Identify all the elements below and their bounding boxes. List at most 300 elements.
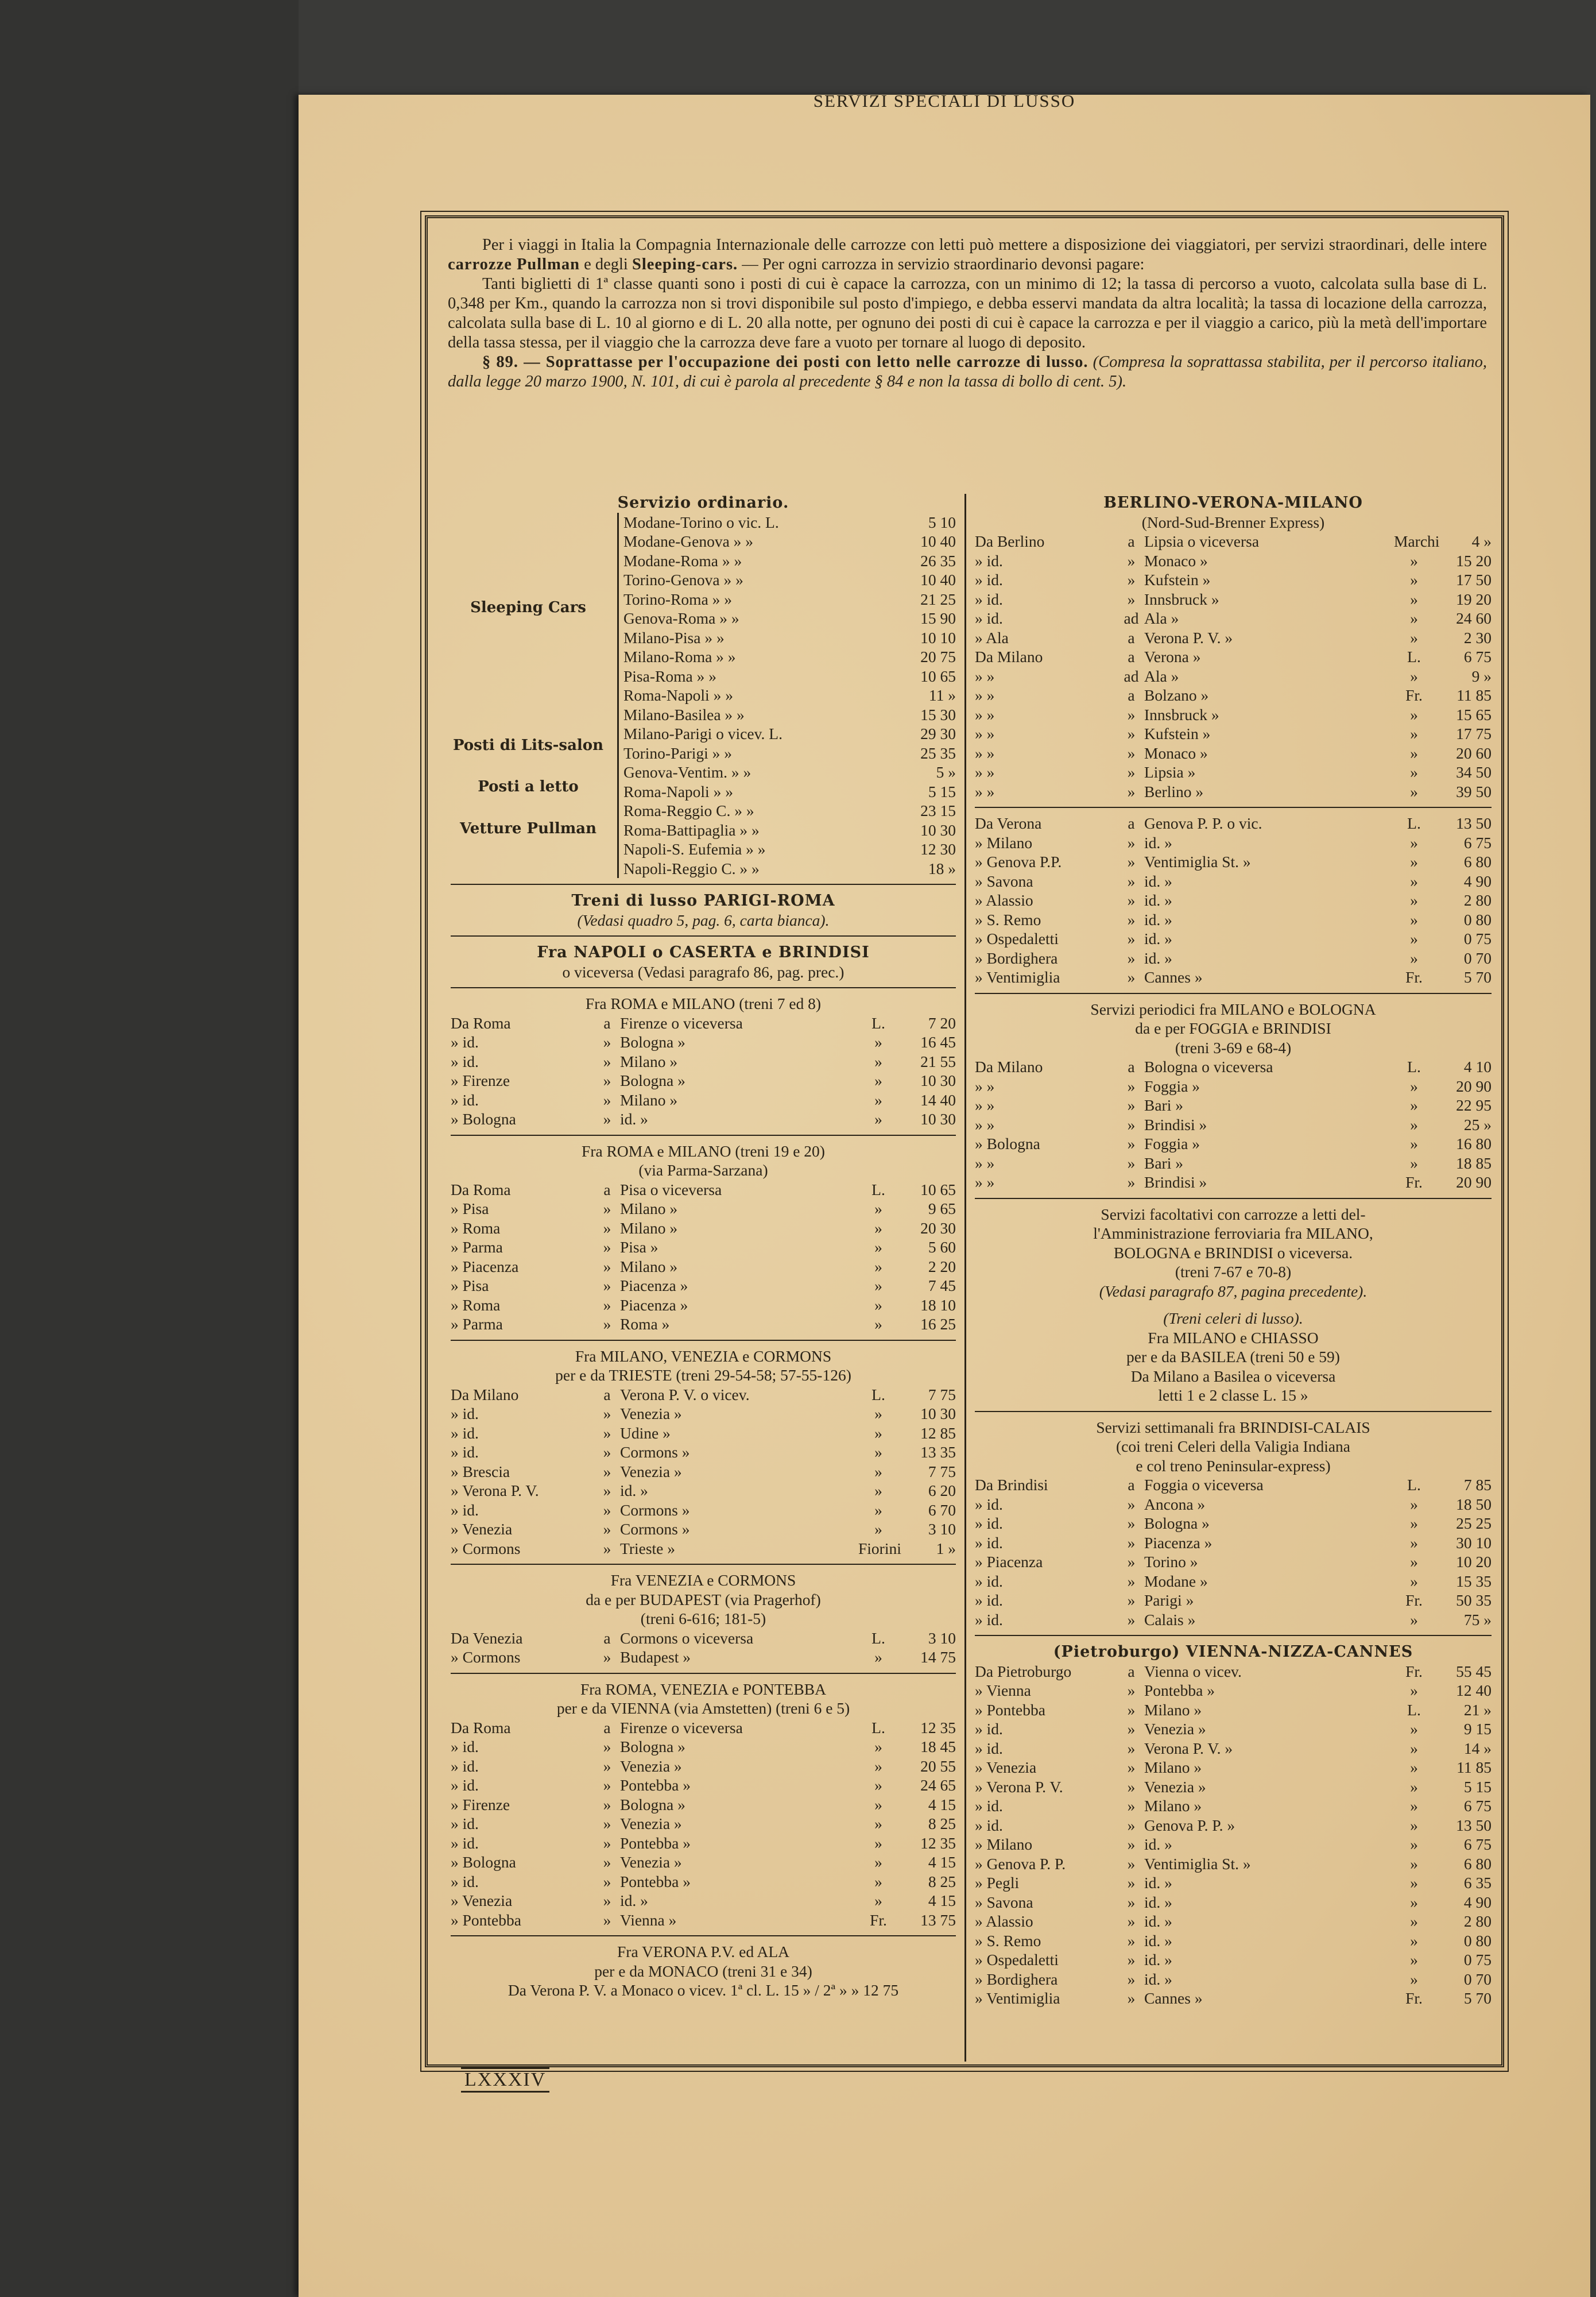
destination: Innsbruck » — [1144, 705, 1219, 724]
table-row — [451, 1911, 956, 1930]
roma-milano-2-sub: (via Parma-Sarzana) — [638, 1161, 768, 1179]
origin: » Ospedaletti — [975, 930, 1059, 948]
section-89-heading: § 89. — Soprattasse per l'occupazione dei posti con letto nelle carrozze di lusso. (Compresa la soprattassa stabilita, per il percorso italiano, dalla legge 20 marzo 1900, N. 101, di cui è parola al precedente § 84 e non la tassa di bollo di cent. 5). — [448, 353, 1487, 390]
connector: » — [1127, 910, 1136, 929]
destination: Bologna » — [620, 1795, 685, 1813]
destination: Venezia » — [620, 1462, 682, 1480]
connector: ad — [1124, 667, 1139, 685]
destination: id. » — [1144, 872, 1172, 890]
table-row — [451, 1872, 956, 1892]
origin: » Brescia — [451, 1462, 510, 1480]
fare: 6 75 — [1463, 648, 1492, 666]
table-row — [451, 1737, 956, 1757]
destination: Milano » — [620, 1200, 678, 1217]
fare: 30 10 — [1456, 1533, 1492, 1552]
connector: » — [1127, 1096, 1136, 1114]
vienna-title: Fra ROMA, VENEZIA e PONTEBBA — [580, 1680, 827, 1698]
destination: Milano » — [620, 1052, 678, 1070]
table-row — [975, 1854, 1492, 1874]
table-row — [451, 1033, 956, 1052]
servizio-row — [623, 724, 956, 744]
fare: 7 85 — [1463, 1476, 1492, 1494]
connector: ad — [1124, 609, 1139, 627]
origin: » id. — [975, 590, 1003, 608]
table-row — [451, 1481, 956, 1501]
fare: 50 35 — [1456, 1591, 1492, 1609]
table-row — [451, 1199, 956, 1219]
connector: » — [603, 1296, 611, 1314]
connector: a — [603, 1014, 611, 1032]
currency: » — [1410, 1970, 1418, 1988]
fare: 15 65 — [1456, 705, 1492, 724]
connector: » — [603, 1911, 611, 1929]
table-row — [451, 1109, 956, 1129]
destination: id. » — [620, 1482, 648, 1499]
destination: id. » — [620, 1892, 648, 1909]
roma-milano-2-table — [451, 1180, 956, 1334]
destination: Trieste » — [620, 1539, 676, 1557]
roma-milano-title: Fra ROMA e MILANO (treni 7 ed 8) — [585, 995, 822, 1012]
table-row — [975, 1057, 1492, 1077]
cannes-title: (Pietroburgo) VIENNA-NIZZA-CANNES — [1053, 1643, 1413, 1661]
connector: » — [603, 1482, 611, 1499]
destination: Venezia » — [1144, 1777, 1206, 1796]
destination: Cormons o viceversa — [620, 1629, 754, 1647]
table-row — [975, 1931, 1492, 1951]
table-row — [451, 1314, 956, 1334]
table-row — [975, 1533, 1492, 1553]
fare: 17 50 — [1456, 571, 1492, 589]
currency: » — [874, 1033, 882, 1051]
price: 5 » — [936, 763, 956, 781]
currency: Fr. — [1405, 1662, 1423, 1680]
fare: 9 » — [1471, 667, 1492, 685]
connector: » — [1127, 949, 1136, 967]
vienna-sub: per e da VIENNA (via Amstetten) (treni 6 e 5) — [556, 1699, 850, 1717]
price: 10 40 — [920, 532, 956, 550]
table-row — [451, 1257, 956, 1277]
table-row — [975, 1777, 1492, 1797]
destination: id. » — [1144, 930, 1172, 948]
currency: » — [1410, 1777, 1418, 1796]
table-row — [975, 570, 1492, 590]
servizio-row — [623, 744, 956, 763]
destination: Pisa » — [620, 1238, 658, 1256]
price: 10 65 — [920, 667, 956, 685]
currency: L. — [1407, 1058, 1421, 1076]
fare: 12 40 — [1456, 1681, 1492, 1699]
origin: » Genova P.P. — [975, 853, 1062, 871]
destination: id. » — [1144, 1970, 1172, 1988]
origin: » Ospedaletti — [975, 1951, 1059, 1969]
currency: » — [874, 1424, 882, 1442]
currency: Fr. — [1405, 968, 1423, 986]
fare: 21 » — [1463, 1700, 1492, 1719]
connector: » — [1127, 1893, 1136, 1911]
destination: Bolzano » — [1144, 686, 1209, 704]
destination: Parigi » — [1144, 1591, 1194, 1609]
price: 10 10 — [920, 628, 956, 647]
route: Roma-Reggio C. » » — [623, 802, 754, 819]
connector: a — [1128, 814, 1135, 832]
origin: » id. — [975, 1610, 1003, 1629]
table-row — [975, 1572, 1492, 1591]
fare: 25 25 — [1456, 1514, 1492, 1532]
origin: » id. — [451, 1738, 479, 1755]
connector: » — [1127, 872, 1136, 890]
right-column — [975, 493, 1492, 2013]
fare: 0 70 — [1463, 949, 1492, 967]
servizio-row — [623, 513, 956, 532]
table-row — [975, 667, 1492, 686]
currency: » — [874, 1872, 882, 1890]
connector: » — [603, 1219, 611, 1237]
route: Genova-Roma » » — [623, 609, 739, 627]
fare: 8 25 — [928, 1872, 956, 1890]
route: Modane-Genova » » — [623, 532, 754, 550]
currency: » — [874, 1795, 882, 1813]
table-row — [451, 1443, 956, 1462]
destination: Verona P. V. » — [1144, 1739, 1233, 1757]
fare: 55 45 — [1456, 1662, 1492, 1680]
table-row — [975, 1077, 1492, 1096]
origin: Da Venezia — [451, 1629, 523, 1647]
route: Genova-Ventim. » » — [623, 763, 751, 781]
connector: » — [603, 1539, 611, 1557]
destination: Calais » — [1144, 1610, 1196, 1629]
currency: » — [1410, 782, 1418, 801]
origin: » Venezia — [451, 1892, 513, 1909]
origin: » » — [975, 1077, 995, 1095]
brindisi-trains: (treni 3-69 e 68-4) — [1175, 1038, 1292, 1057]
facoltativi-line-5: (Vedasi paragrafo 87, pagina precedente). — [1099, 1282, 1368, 1300]
price: 23 15 — [920, 802, 956, 819]
destination: Lipsia » — [1144, 763, 1196, 781]
table-row — [451, 1539, 956, 1559]
table-row — [451, 1462, 956, 1482]
table-row — [451, 1238, 956, 1257]
table-row — [975, 891, 1492, 910]
connector: » — [603, 1892, 611, 1909]
connector: » — [603, 1872, 611, 1890]
currency: » — [874, 1052, 882, 1070]
fare: 3 10 — [928, 1520, 956, 1538]
servizio-row — [623, 763, 956, 782]
column-divider — [964, 494, 966, 2062]
origin: Da Milano — [975, 648, 1043, 666]
destination: Verona » — [1144, 648, 1201, 666]
destination: id. » — [1144, 1931, 1172, 1950]
connector: » — [1127, 968, 1136, 986]
destination: Ventimiglia St. » — [1144, 1854, 1251, 1873]
fare: 8 25 — [928, 1815, 956, 1832]
currency: » — [874, 1757, 882, 1775]
fare: 14 40 — [920, 1091, 956, 1109]
fare: 4 15 — [928, 1853, 956, 1871]
origin: » id. — [451, 1405, 479, 1422]
destination: Milano » — [1144, 1700, 1202, 1719]
table-row — [975, 686, 1492, 705]
table-row — [975, 949, 1492, 968]
origin: » id. — [975, 609, 1003, 627]
currency: » — [874, 1219, 882, 1237]
fare: 13 75 — [920, 1911, 956, 1929]
fare: 0 75 — [1463, 1951, 1492, 1969]
destination: Venezia » — [620, 1405, 682, 1422]
fare: 20 30 — [920, 1219, 956, 1237]
connector: » — [1127, 1854, 1136, 1873]
origin: Da Verona — [975, 814, 1042, 832]
fare: 5 70 — [1463, 1989, 1492, 2007]
connector: » — [1127, 1115, 1136, 1134]
fare: 4 10 — [1463, 1058, 1492, 1076]
fare: 10 30 — [920, 1110, 956, 1128]
fare: 6 80 — [1463, 1854, 1492, 1873]
origin: » Genova P. P. — [975, 1854, 1066, 1873]
table-row — [975, 1758, 1492, 1777]
intro-text — [448, 235, 1487, 392]
table-row — [451, 1180, 956, 1200]
route: Napoli-S. Eufemia » » — [623, 840, 766, 858]
napoli-brindisi-note: o viceversa (Vedasi paragrafo 86, pag. prec.) — [562, 962, 845, 981]
price: 21 25 — [920, 590, 956, 608]
destination: Roma » — [620, 1315, 670, 1333]
destination: Cannes » — [1144, 1989, 1203, 2007]
fare: 9 65 — [928, 1200, 956, 1217]
chiasso-line-1: Fra MILANO e CHIASSO — [1148, 1328, 1319, 1347]
servizio-row — [623, 859, 956, 879]
connector: » — [1127, 1758, 1136, 1776]
connector: » — [603, 1648, 611, 1666]
connector: » — [1127, 1681, 1136, 1699]
fare: 21 55 — [920, 1052, 956, 1070]
origin: » id. — [975, 1533, 1003, 1552]
connector: » — [1127, 763, 1136, 781]
connector: » — [1127, 1154, 1136, 1172]
connector: » — [603, 1815, 611, 1832]
table-row — [451, 1296, 956, 1315]
left-column — [451, 493, 956, 2000]
connector: » — [1127, 590, 1136, 608]
budapest-table — [451, 1629, 956, 1667]
fare: 24 65 — [920, 1776, 956, 1794]
connector: a — [1128, 648, 1135, 666]
destination: Lipsia o viceversa — [1144, 532, 1260, 550]
destination: Bologna » — [620, 1738, 685, 1755]
table-row — [451, 1776, 956, 1795]
origin: » Savona — [975, 872, 1033, 890]
table-row — [975, 833, 1492, 853]
destination: id. » — [620, 1110, 648, 1128]
connector: » — [603, 1757, 611, 1775]
price: 10 30 — [920, 821, 956, 839]
currency: » — [1410, 609, 1418, 627]
table-row — [975, 532, 1492, 551]
table-row — [451, 1501, 956, 1520]
origin: » Cormons — [451, 1539, 521, 1557]
origin: » Pisa — [451, 1200, 489, 1217]
table-row — [451, 1853, 956, 1872]
vienna-table — [451, 1718, 956, 1930]
table-row — [451, 1404, 956, 1424]
fare: 3 10 — [928, 1629, 956, 1647]
destination: Berlino » — [1144, 782, 1204, 801]
route: Milano-Parigi o vicev. L. — [623, 725, 782, 743]
connector: » — [1127, 1572, 1136, 1590]
table-row — [975, 1835, 1492, 1854]
price: 15 30 — [920, 705, 956, 724]
destination: Bari » — [1144, 1154, 1183, 1172]
destination: id. » — [1144, 1893, 1172, 1911]
destination: Cannes » — [1144, 968, 1203, 986]
currency: » — [1410, 1720, 1418, 1738]
table-row — [975, 1719, 1492, 1739]
origin: » id. — [451, 1757, 479, 1775]
fare: 7 75 — [928, 1385, 956, 1403]
currency: » — [1410, 1681, 1418, 1699]
currency: » — [1410, 1797, 1418, 1815]
roma-milano-2-title: Fra ROMA e MILANO (treni 19 e 20) — [582, 1142, 825, 1160]
currency: » — [1410, 1835, 1418, 1853]
connector: » — [603, 1501, 611, 1519]
calais-title: Servizi settimanali fra BRINDISI-CALAIS — [1096, 1418, 1370, 1436]
running-head: SERVIZI SPECIALI DI LUSSO — [813, 91, 1076, 111]
fare: 18 50 — [1456, 1495, 1492, 1513]
route: Napoli-Reggio C. » » — [623, 859, 760, 877]
destination: Ventimiglia St. » — [1144, 853, 1251, 871]
origin: » » — [975, 725, 995, 743]
ala-sub: per e da MONACO (treni 31 e 34) — [594, 1962, 812, 1980]
currency: » — [1410, 1758, 1418, 1776]
currency: » — [874, 1238, 882, 1256]
destination: Venezia » — [620, 1815, 682, 1832]
connector: » — [603, 1462, 611, 1480]
fare: 4 15 — [928, 1892, 956, 1909]
destination: Firenze o viceversa — [620, 1718, 743, 1737]
connector: » — [1127, 1720, 1136, 1738]
table-row — [975, 763, 1492, 782]
fare: 15 20 — [1456, 551, 1492, 570]
connector: » — [603, 1257, 611, 1275]
origin: » id. — [975, 1816, 1003, 1834]
origin: » » — [975, 667, 995, 685]
fare: 24 60 — [1456, 609, 1492, 627]
servizio-row — [623, 590, 956, 609]
origin: » » — [975, 1173, 995, 1191]
origin: Da Milano — [451, 1385, 519, 1403]
berlino-title: BERLINO-VERONA-MILANO — [1103, 494, 1363, 512]
origin: Da Roma — [451, 1014, 511, 1032]
currency: » — [874, 1110, 882, 1128]
table-row — [975, 1816, 1492, 1835]
currency: L. — [1407, 814, 1421, 832]
fare: 2 20 — [928, 1257, 956, 1275]
connector: » — [603, 1052, 611, 1070]
table-row — [975, 1610, 1492, 1630]
destination: Ala » — [1144, 667, 1179, 685]
currency: Fr. — [870, 1911, 887, 1929]
currency: » — [1410, 1610, 1418, 1629]
celeri-title: (Treni celeri di lusso). — [1163, 1309, 1303, 1327]
origin: » id. — [975, 1572, 1003, 1590]
origin: » id. — [975, 551, 1003, 570]
connector: » — [1127, 1610, 1136, 1629]
table-row — [975, 1154, 1492, 1173]
currency: » — [1410, 1514, 1418, 1532]
destination: Foggia » — [1144, 1135, 1200, 1153]
fare: 20 60 — [1456, 744, 1492, 762]
connector: » — [1127, 853, 1136, 871]
destination: Bologna » — [620, 1072, 685, 1089]
fare: 10 30 — [920, 1072, 956, 1089]
fare: 6 75 — [1463, 1835, 1492, 1853]
brindisi-sub: da e per FOGGIA e BRINDISI — [1135, 1019, 1331, 1037]
connector: a — [1128, 686, 1135, 704]
table-row — [975, 1893, 1492, 1912]
price: 18 » — [928, 859, 956, 877]
table-row — [975, 590, 1492, 609]
table-row — [975, 744, 1492, 763]
table-row — [451, 1014, 956, 1033]
currency: » — [1410, 1816, 1418, 1834]
label-sleeping-cars: Sleeping Cars — [470, 598, 586, 616]
destination: Bologna » — [1144, 1514, 1210, 1532]
destination: Cormons » — [620, 1520, 690, 1538]
origin: » Bologna — [451, 1110, 516, 1128]
roma-milano-table — [451, 1014, 956, 1129]
cormons-sub: per e da TRIESTE (treni 29-54-58; 57-55-126) — [555, 1366, 851, 1384]
origin: » Bordighera — [975, 1970, 1058, 1988]
connector: » — [1127, 782, 1136, 801]
berlino-table — [975, 532, 1492, 801]
connector: » — [1127, 930, 1136, 948]
fare: 6 75 — [1463, 833, 1492, 852]
fare: 16 45 — [920, 1033, 956, 1051]
connector: » — [603, 1200, 611, 1217]
connector: » — [1127, 1135, 1136, 1153]
connector: » — [1127, 1989, 1136, 2007]
fare: 6 75 — [1463, 1797, 1492, 1815]
route: Milano-Pisa » » — [623, 628, 725, 647]
currency: » — [1410, 1495, 1418, 1513]
fare: 11 85 — [1456, 686, 1492, 704]
destination: Kufstein » — [1144, 571, 1211, 589]
destination: Pisa o viceversa — [620, 1180, 722, 1198]
currency: » — [874, 1520, 882, 1538]
origin: » Firenze — [451, 1072, 510, 1089]
currency: » — [1410, 725, 1418, 743]
connector: » — [603, 1738, 611, 1755]
origin: » id. — [451, 1052, 479, 1070]
connector: » — [1127, 1533, 1136, 1552]
origin: » id. — [975, 1720, 1003, 1738]
currency: » — [1410, 1854, 1418, 1873]
destination: id. » — [1144, 1835, 1172, 1853]
budapest-sub: da e per BUDAPEST (via Pragerhof) — [586, 1590, 821, 1608]
calais-sub-1: (coi treni Celeri della Valigia Indiana — [1115, 1437, 1350, 1455]
destination: Pontebba » — [620, 1872, 691, 1890]
connector: » — [603, 1405, 611, 1422]
connector: » — [1127, 891, 1136, 909]
currency: » — [874, 1648, 882, 1666]
connector: » — [603, 1072, 611, 1089]
origin: » Milano — [975, 1835, 1033, 1853]
destination: Monaco » — [1144, 744, 1208, 762]
servizio-row — [623, 821, 956, 840]
origin: » id. — [975, 1739, 1003, 1757]
connector: » — [1127, 1816, 1136, 1834]
connector: a — [603, 1629, 611, 1647]
